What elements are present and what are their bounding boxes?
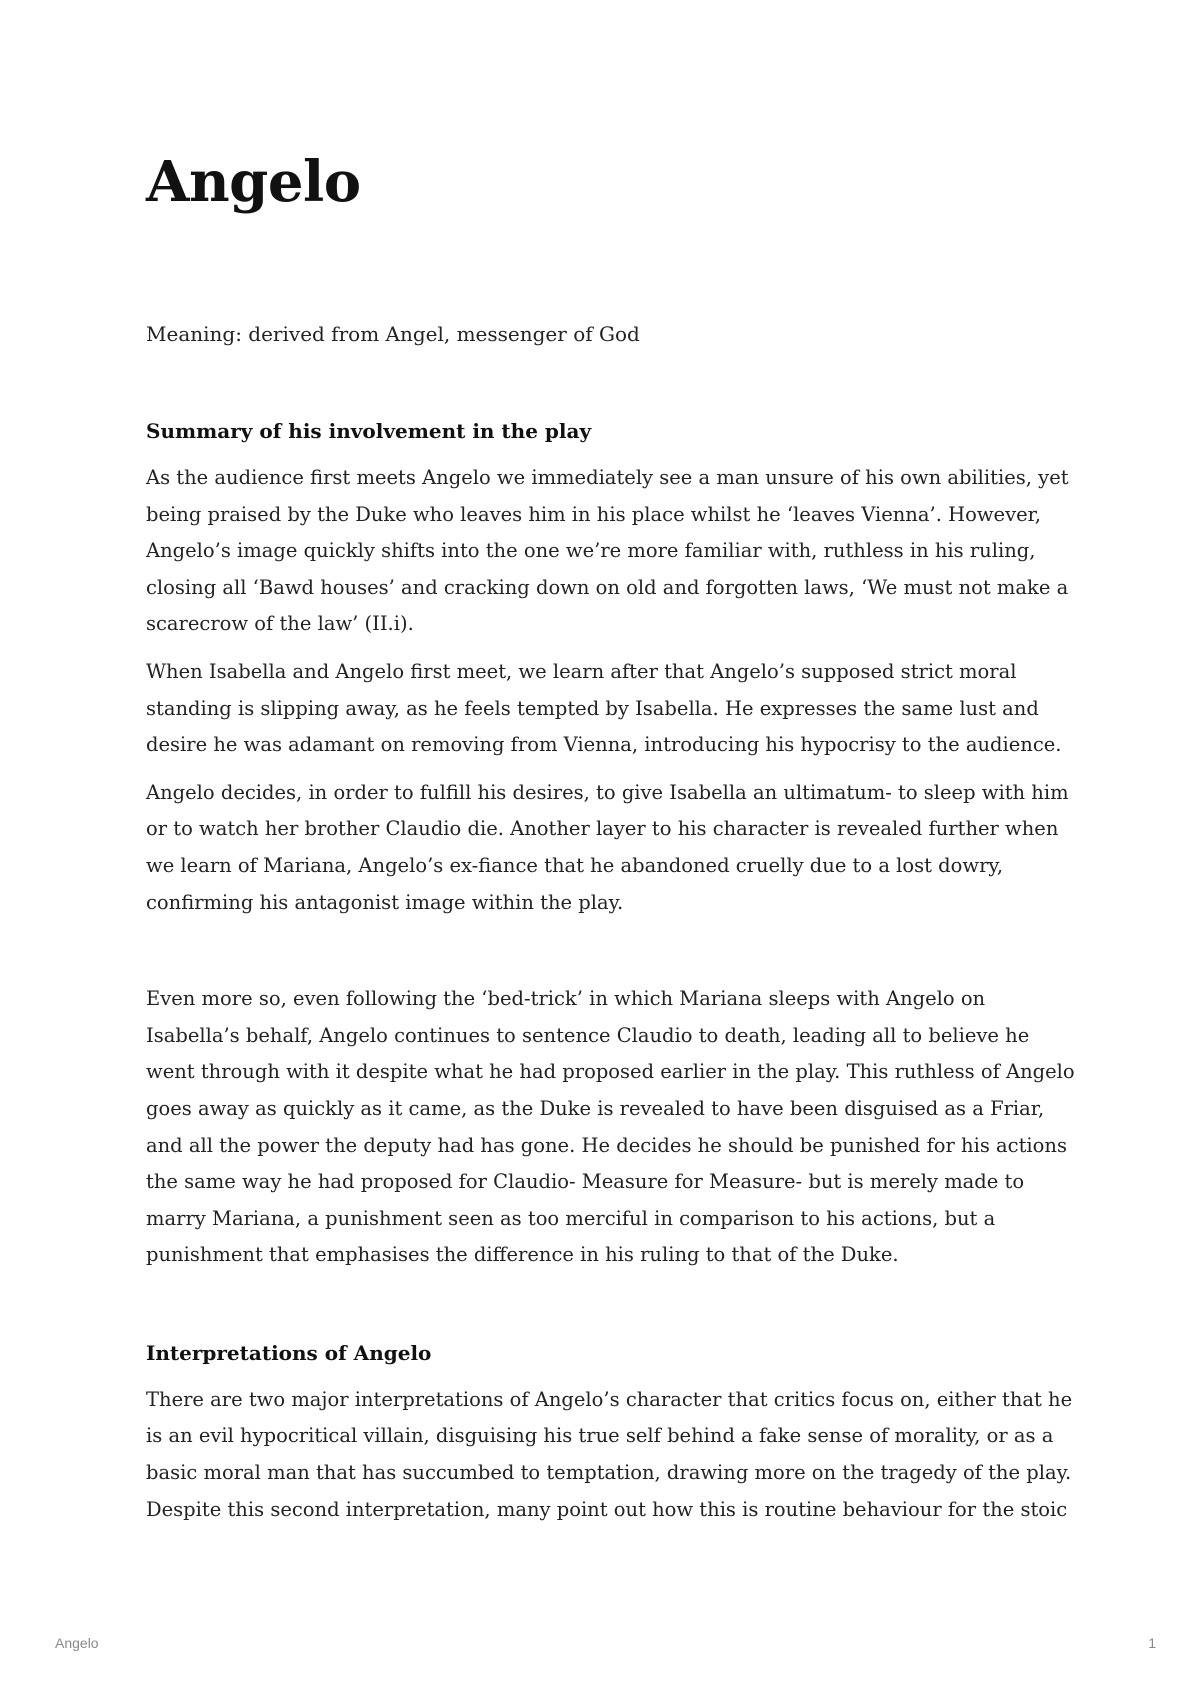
summary-paragraph-1: As the audience first meets Angelo we immediately see a man unsure of his own abilities, yet being praised by the Duke who leaves him in his place whilst he ‘leaves Vienna’. However, Angelo’s image quickly shifts into the one we’re more familiar with, ruthless in his ruling, closing all ‘Bawd houses’ and cracking down on old and forgotten laws, ‘We must not make a scarecrow of the law’ (II.i). xyxy=(146,466,1069,636)
interpretations-paragraph-1: There are two major interpretations of Angelo’s character that critics focus on, either that he is an evil hypocritical villain, disguising his true self behind a fake sense of morality, or as a basic moral man that has succumbed to temptation, drawing more on the tragedy of the play. Despite this second interpretation, many point out how this is routine behaviour for the stoic xyxy=(146,1387,1073,1521)
summary-paragraph-3: Angelo decides, in order to fulfill his desires, to give Isabella an ultimatum- to sleep with him or to watch her brother Claudio die. Another layer to his character is revealed further when we learn of Mariana, Angelo’s ex-fiance that he abandoned cruelly due to a lost dowry, confirming his antagonist image within the play. xyxy=(146,780,1069,914)
footer-document-title: Angelo xyxy=(55,1635,99,1651)
name-meaning: Meaning: derived from Angel, messenger of God xyxy=(146,322,640,346)
section-heading-summary: Summary of his involvement in the play xyxy=(146,419,592,443)
footer-page-number: 1 xyxy=(1148,1635,1156,1651)
summary-paragraph-2: When Isabella and Angelo first meet, we learn after that Angelo’s supposed strict moral standing is slipping away, as he feels tempted by Isabella. He expresses the same lust and desire he was adamant on removing from Vienna, introducing his hypocrisy to the audience. xyxy=(146,659,1062,757)
summary-paragraph-4: Even more so, even following the ‘bed-trick’ in which Mariana sleeps with Angelo on Isabella’s behalf, Angelo continues to sentence Claudio to death, leading all to believe he went through with it despite what he had proposed earlier in the play. This ruthless of Angelo goes away as quickly as it came, as the Duke is revealed to have been disguised as a Friar, and all the power the deputy had has gone. He decides he should be punished for his actions the same way he had proposed for Claudio- Measure for Measure- but is merely made to marry Mariana, a punishment seen as too merciful in comparison to his actions, but a punishment that emphasises the difference in his ruling to that of the Duke. xyxy=(146,987,1075,1267)
section-heading-interpretations: Interpretations of Angelo xyxy=(146,1340,432,1365)
document-body xyxy=(146,150,1076,1528)
page-title: Angelo xyxy=(146,149,361,215)
